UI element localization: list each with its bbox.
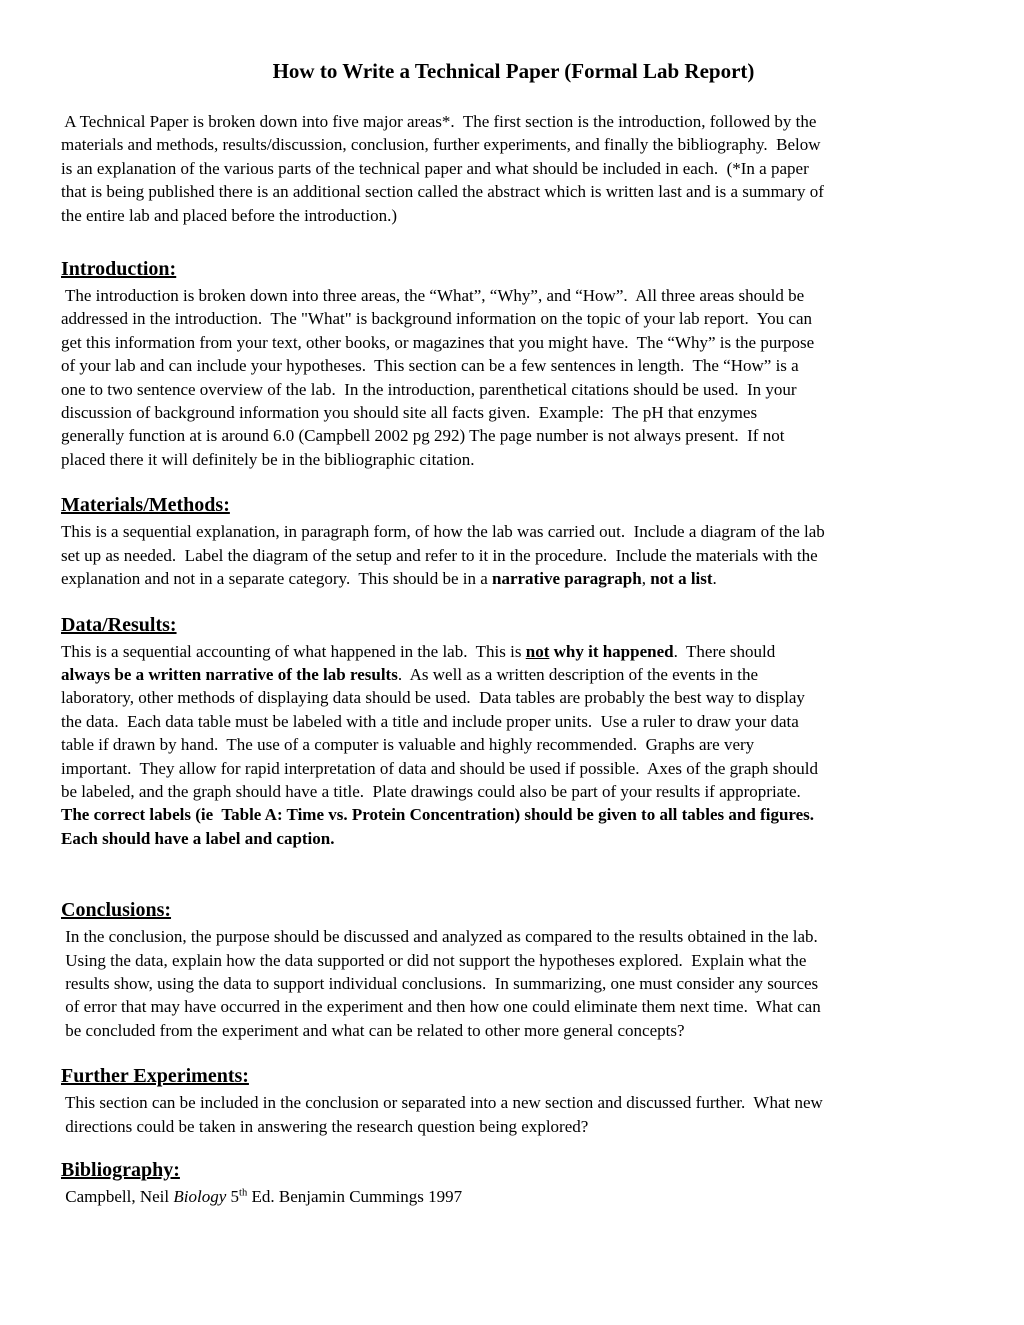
section-heading-materials-methods: Materials/Methods: <box>61 494 230 517</box>
section-body-conclusions: In the conclusion, the purpose should be discussed and analyzed as compared to the results obtained in the lab. Using the data, explain how the data supported or did not support the hypotheses explored. Explain what the results show, using the data to support individual conclusions. In summarizing, one must consider any sources of error that may have occurred in the experiment and then how one could eliminate them next time. What can be concluded from the experiment and what can be related to other more general concepts? <box>61 927 821 1040</box>
section-conclusions <box>61 898 966 1042</box>
section-heading-data-results: Data/Results: <box>61 613 177 636</box>
section-body-bibliography: Campbell, Neil Biology 5th Ed. Benjamin Cummings 1997 <box>61 1187 463 1206</box>
section-body-further-experiments: This section can be included in the conclusion or separated into a new section and discussed further. What new directions could be taken in answering the research question being explored? <box>61 1093 823 1136</box>
section-heading-conclusions: Conclusions: <box>61 899 172 922</box>
section-body-introduction: The introduction is broken down into three areas, the “What”, “Why”, and “How”. All three areas should be addressed in the introduction. The "What" is background information on the topic of your lab report. You can get this information from your text, other books, or magazines that you might have. The “Why” is the purpose of your lab and can include your hypotheses. This section can be a few sentences in length. The “How” is a one to two sentence overview of the lab. In the introduction, parenthetical citations should be used. In your discussion of background information you should site all facts given. Example: The pH that enzymes generally function at is around 6.0 (Campbell 2002 pg 292) The page number is not always present. If not placed there it will definitely be in the bibliographic citation. <box>61 286 815 469</box>
section-data-results <box>61 613 966 851</box>
section-body-data-results: This is a sequential accounting of what happened in the lab. This is not why it happened. There should always be a written narrative of the lab results. As well as a written description of the events in the laboratory, other methods of displaying data should be used. Data tables are probably the best way to display the data. Each data table must be labeled with a title and include proper units. Use a ruler to draw your data table if drawn by hand. The use of a computer is valuable and highly recommended. Graphs are very important. They allow for rapid interpretation of data and should be used if possible. Axes of the graph should be labeled, and the graph should have a title. Plate drawings could also be part of your results if appropriate. The correct labels (ie Table A: Time vs. Protein Concentration) should be given to all tables and figures. Each should have a label and caption. <box>61 641 818 848</box>
section-bibliography <box>61 1158 966 1208</box>
section-body-materials-methods: This is a sequential explanation, in paragraph form, of how the lab was carried out. Include a diagram of the lab set up as needed. Label the diagram of the setup and refer to it in the procedure. Include the materials with the explanation and not in a separate category. This should be in a narrative paragraph, not a list. <box>61 522 825 589</box>
section-further-experiments <box>61 1064 966 1138</box>
section-heading-introduction: Introduction: <box>61 258 177 281</box>
document-title: How to Write a Technical Paper (Formal Lab Report) <box>272 59 755 83</box>
section-materials-methods <box>61 493 966 590</box>
section-heading-bibliography: Bibliography: <box>61 1159 180 1181</box>
intro-paragraph: A Technical Paper is broken down into five major areas*. The first section is the introduction, followed by the materials and methods, results/discussion, conclusion, further experiments, and finally the bibliography. Below is an explanation of the various parts of the technical paper and what should be included in each. (*In a paper that is being published there is an additional section called the abstract which is written last and is a summary of the entire lab and placed before the introduction.) <box>61 112 824 225</box>
section-introduction <box>61 257 966 471</box>
section-heading-further-experiments: Further Experiments: <box>61 1065 249 1088</box>
